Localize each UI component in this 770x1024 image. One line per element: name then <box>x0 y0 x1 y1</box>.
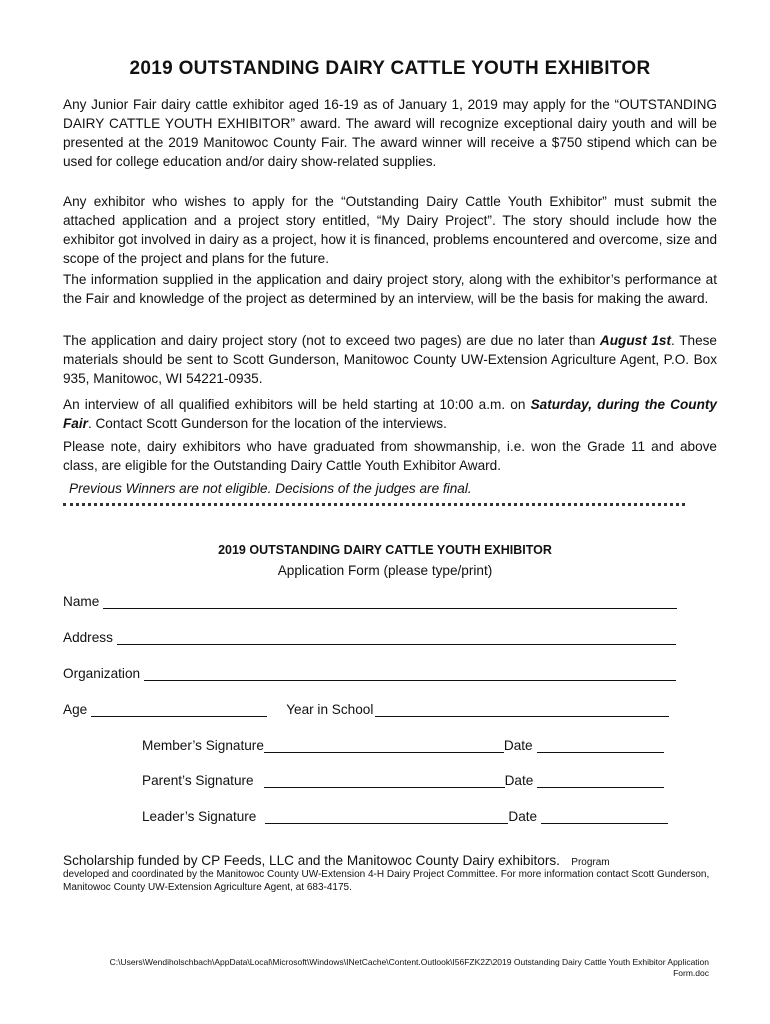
leader-signature-row[interactable] <box>142 809 668 824</box>
member-signature-line[interactable] <box>264 738 504 753</box>
age-field[interactable] <box>63 702 669 717</box>
interview-date: Saturday, during the County Fair <box>63 397 717 431</box>
italic-note: Previous Winners are not eligible. Decisions of the judges are final. <box>69 481 472 496</box>
member-date-label: Date <box>503 738 533 753</box>
page-title: 2019 OUTSTANDING DAIRY CATTLE YOUTH EXHIBITOR <box>129 58 651 79</box>
program-word: Program <box>571 857 610 868</box>
paragraph-eligibility: Any Junior Fair dairy cattle exhibitor aged 16-19 as of January 1, 2019 may apply for the “OUTSTANDING DAIRY CATTLE YOUTH EXHIBITOR” award. The award will recognize exceptional dairy youth and will be presented at the 2019 Manitowoc County Fair. The award winner will receive a $750 stipend which can be used for college education and/or dairy show-related supplies. <box>63 97 717 169</box>
paragraph-interview: An interview of all qualified exhibitors will be held starting at 10:00 a.m. on Saturday, during the County Fair. Contact Scott Gunderson for the location of the interviews. <box>63 397 717 431</box>
name-line[interactable] <box>103 594 677 609</box>
leader-signature-line[interactable] <box>265 809 508 824</box>
scholarship-line: Scholarship funded by CP Feeds, LLC and the Manitowoc County Dairy exhibitors. Program <box>63 853 610 868</box>
age-label: Age <box>63 702 88 717</box>
paragraph-application: Any exhibitor who wishes to apply for the “Outstanding Dairy Cattle Youth Exhibitor” must submit the attached application and a project story entitled, “My Dairy Project”. The story should include how the exhibitor got involved in dairy as a project, how it is financed, problems encountered and overcome, size and scope of the project and plans for the future. <box>63 194 717 266</box>
member-signature-label: Member’s Signature <box>142 738 264 753</box>
leader-date-line[interactable] <box>541 809 668 824</box>
parent-date-label: Date <box>504 773 534 788</box>
organization-label: Organization <box>63 666 141 681</box>
parent-signature-label: Parent’s Signature <box>142 773 254 788</box>
parent-signature-row[interactable] <box>142 773 664 788</box>
age-line[interactable] <box>91 702 267 717</box>
address-label: Address <box>63 630 113 645</box>
parent-signature-line[interactable] <box>264 773 505 788</box>
form-subtitle: Application Form (please type/print) <box>277 563 493 578</box>
address-field[interactable] <box>63 630 676 645</box>
year-label: Year in School <box>286 702 374 717</box>
fine-print: developed and coordinated by the Manitowoc County UW-Extension 4-H Dairy Project Committee. For more information contact Scott Gunderson, Manitowoc County UW-Extension Agriculture Agent, at 683-4175. <box>63 869 710 893</box>
paragraph-basis: The information supplied in the application and dairy project story, along with the exhibitor’s performance at the Fair and knowledge of the project as determined by an interview, will be the basis for making the award. <box>63 272 717 306</box>
parent-date-line[interactable] <box>537 773 664 788</box>
name-label: Name <box>63 594 100 609</box>
leader-date-label: Date <box>508 809 538 824</box>
organization-field[interactable] <box>63 666 676 681</box>
year-line[interactable] <box>375 702 669 717</box>
member-signature-row[interactable] <box>142 738 664 753</box>
organization-line[interactable] <box>144 666 676 681</box>
name-field[interactable] <box>63 594 677 609</box>
paragraph-deadline: The application and dairy project story (not to exceed two pages) are due no later than August 1st. These materials should be sent to Scott Gunderson, Manitowoc County UW-Extension Agriculture Agent, P.O. Box 935, Manitowoc, WI 54221-0935. <box>63 333 717 386</box>
member-date-line[interactable] <box>537 738 664 753</box>
form-title: 2019 OUTSTANDING DAIRY CATTLE YOUTH EXHIBITOR <box>218 543 552 557</box>
paragraph-note: Please note, dairy exhibitors who have graduated from showmanship, i.e. won the Grade 11 and above class, are eligible for the Outstanding Dairy Cattle Youth Exhibitor Award. <box>63 439 717 473</box>
deadline-date: August 1st <box>599 333 672 348</box>
dotted-divider <box>63 503 685 512</box>
file-path-footer: C:\Users\Wendiholschbach\AppData\Local\Microsoft\Windows\INetCache\Content.Outlook\I56FZK2Z\2019 Outstanding Dairy Cattle Youth Exhibitor Application Form.doc <box>109 957 709 978</box>
leader-signature-label: Leader’s Signature <box>142 809 257 824</box>
address-line[interactable] <box>117 630 676 645</box>
